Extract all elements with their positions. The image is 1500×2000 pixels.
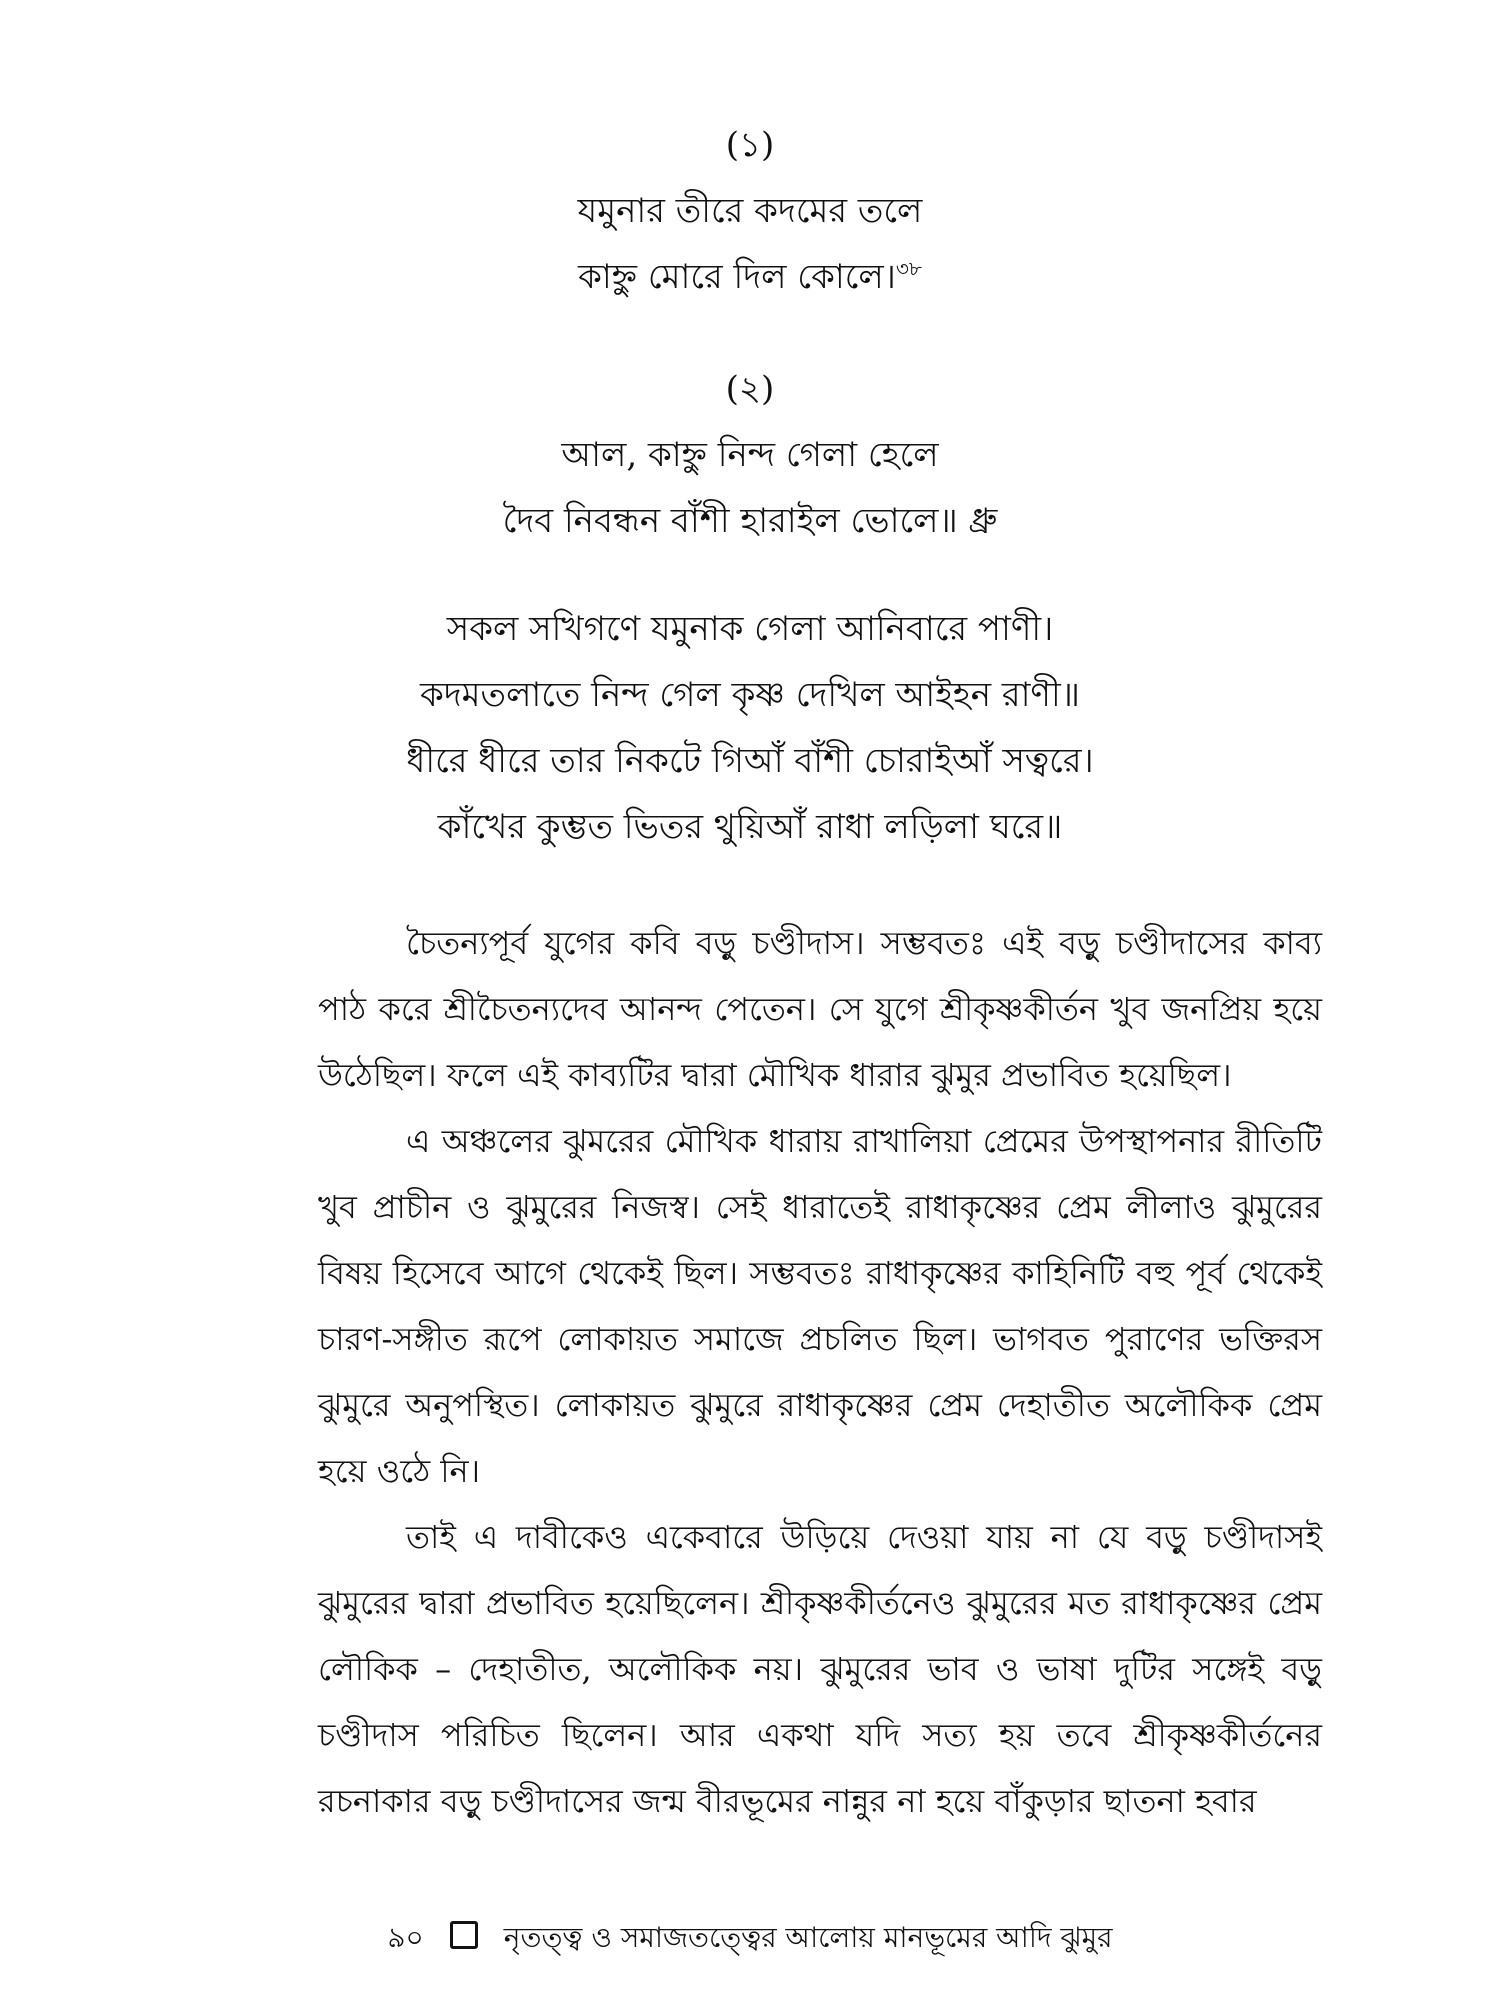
stanza-line-1: সকল সখিগণে যমুনাক গেলা আনিবারে পাণী। [446, 609, 1054, 649]
stanza [0, 596, 1500, 860]
verse-2-line-2: দৈব নিবন্ধন বাঁশী হারাইল ভোলে॥ ধ্রু [502, 501, 998, 541]
verse-2-number: (২) [725, 369, 775, 409]
footnote-marker: ৩৮ [895, 256, 922, 281]
stanza-line-2: কদমতলাতে নিন্দ গেল কৃষ্ণ দেখিল আইহন রাণী॥ [420, 675, 1080, 715]
paragraph-3: তাই এ দাবীকেও একেবারে উড়িয়ে দেওয়া যায় না যে বড়ু চণ্ডীদাসই ঝুমুরের দ্বারা প্রভাবিত হয়েছিলেন। শ্রীকৃষ্ণকীর্তনেও ঝুমুরের মত রাধাকৃষ্ণের প্রেম লৌকিক – দেহাতীত, অলৌকিক নয়। ঝুমুরের ভাব ও ভাষা দুটির সঙ্গেই বড়ু চণ্ডীদাস পরিচিত ছিলেন। আর একথা যদি সত্য হয় তবে শ্রীকৃষ্ণকীর্তনের রচনাকার বড়ু চণ্ডীদাসের জন্ম বীরভূমের নান্নুর না হয়ে বাঁকুড়ার ছাতনা হবার [318, 1518, 1322, 1820]
stanza-line-3: ধীরে ধীরে তার নিকটে গিআঁ বাঁশী চোরাইআঁ সত্বরে। [406, 741, 1094, 781]
page-number: ৯০ [387, 1921, 424, 1954]
verse-2 [0, 356, 1500, 554]
running-title: নৃতত্ত্ব ও সমাজতত্ত্বের আলোয় মানভূমের আদি ঝুমুর [503, 1921, 1113, 1954]
verse-1-number: (১) [725, 125, 775, 165]
verse-2-line-1: আল, কাহ্নু নিন্দ গেলা হেলে [561, 435, 939, 475]
verse-1 [0, 112, 1500, 310]
body-text [318, 910, 1322, 1834]
paragraph-2: এ অঞ্চলের ঝুমরের মৌখিক ধারায় রাখালিয়া প্রেমের উপস্থাপনার রীতিটি খুব প্রাচীন ও ঝুমুরের নিজস্ব। সেই ধারাতেই রাধাকৃষ্ণের প্রেম লীলাও ঝুমুরের বিষয় হিসেবে আগে থেকেই ছিল। সম্ভবতঃ রাধাকৃষ্ণের কাহিনিটি বহু পূর্ব থেকেই চারণ-সঙ্গীত রূপে লোকায়ত সমাজে প্রচলিত ছিল। ভাগবত পুরাণের ভক্তিরস ঝুমুরে অনুপস্থিত। লোকায়ত ঝুমুরে রাধাকৃষ্ণের প্রেম দেহাতীত অলৌকিক প্রেম হয়ে ওঠে নি। [318, 1122, 1322, 1490]
stanza-line-4: কাঁখের কুম্ভত ভিতর থুয়িআঁ রাধা লড়িলা ঘরে॥ [437, 807, 1063, 847]
page-footer [0, 1918, 1500, 1958]
verse-1-line-1: যমুনার তীরে কদমের তলে [577, 191, 923, 231]
verse-1-line-2-text: কাহ্নু মোরে দিল কোলে। [578, 257, 896, 297]
verse-1-line-2 [0, 244, 1500, 310]
square-box-icon [450, 1921, 478, 1949]
paragraph-1: চৈতন্যপূর্ব যুগের কবি বড়ু চণ্ডীদাস। সম্ভবতঃ এই বড়ু চণ্ডীদাসের কাব্য পাঠ করে শ্রীচৈতন্যদেব আনন্দ পেতেন। সে যুগে শ্রীকৃষ্ণকীর্তন খুব জনপ্রিয় হয়ে উঠেছিল। ফলে এই কাব্যটির দ্বারা মৌখিক ধারার ঝুমুর প্রভাবিত হয়েছিল। [318, 924, 1322, 1094]
